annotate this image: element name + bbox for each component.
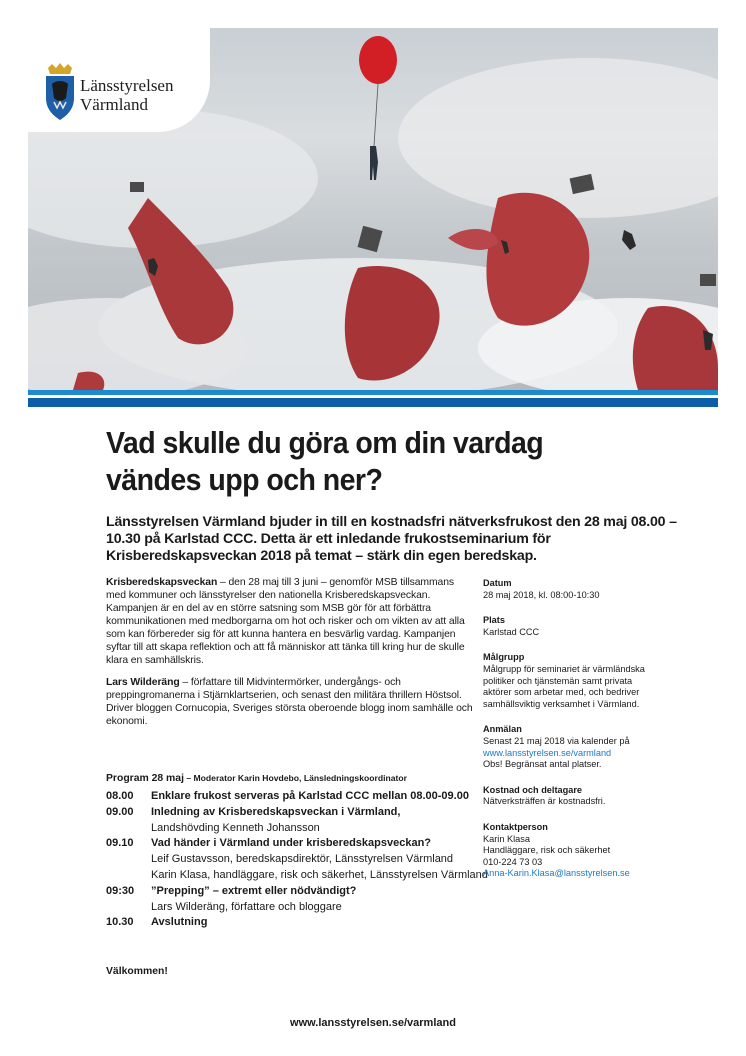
detail-value: Senast 21 maj 2018 via kalender på [483, 735, 630, 746]
paragraph-text: – den 28 maj till 3 juni – genomför MSB tillsammans med kommuner och länsstyrelser den nationella Krisberedskapsveckan. Kampanjen är en del av en större satsning som MSB gör för att förbättra kommunikationen med medborgarna om hot och risker och om vikten av att alla som kan förbereder sig för att kunna hantera en besvärlig vardag. Kampanjen syftar till att skapa reflektion och att få människor att tänka till kring hur de skulle klara en samhällskris. [106, 577, 465, 666]
detail-kostnad [483, 785, 663, 808]
paragraph-speaker [106, 676, 476, 728]
program-item [106, 915, 496, 931]
detail-label: Kostnad och deltagare [483, 784, 583, 795]
program-title: Inledning av Krisberedskapsveckan i Värmland, [151, 805, 401, 818]
detail-value: 28 maj 2018, kl. 08:00-10:30 [483, 589, 600, 600]
detail-label: Datum [483, 578, 512, 588]
detail-label: Målgrupp [483, 652, 525, 663]
logo-line2: Värmland [80, 95, 148, 114]
detail-malgrupp [483, 652, 663, 710]
accent-stripe-light [28, 390, 718, 395]
program-title: Program 28 maj [106, 773, 184, 784]
detail-value: Karlstad CCC [483, 626, 540, 637]
detail-label: Kontaktperson [483, 821, 548, 832]
program-title: Vad händer i Värmland under krisberedskapsveckan? [151, 837, 432, 850]
program-item [106, 805, 496, 821]
detail-value: Målgrupp för seminariet är värmländska politiker och tjänstemän samt privata aktörer som arbetar med, och bedriver samhällsviktig verksamhet i Värmland. [483, 663, 645, 709]
contact-role: Handläggare, risk och säkerhet [483, 845, 611, 856]
detail-label: Anmälan [483, 724, 522, 735]
detail-value: Nätverksträffen är kostnadsfri. [483, 796, 606, 807]
logo-container [28, 28, 210, 132]
program-time: 09.00 [106, 805, 134, 818]
program-item [106, 789, 496, 805]
program-item [106, 884, 496, 900]
program-speaker: Lars Wilderäng, författare och bloggare [151, 900, 342, 913]
detail-label: Plats [483, 615, 505, 626]
program-speaker: Leif Gustavsson, beredskapsdirektör, Länsstyrelsen Värmland [151, 853, 454, 866]
program-time: 08.00 [106, 790, 134, 802]
body-text [106, 576, 476, 737]
program-title: ”Prepping” – extremt eller nödvändigt? [151, 884, 357, 897]
detail-note: Obs! Begränsat antal platser. [483, 759, 602, 770]
speaker-name: Lars Wilderäng [106, 677, 180, 688]
program-title: Avslutning [151, 916, 208, 929]
program-title: Enklare frukost serveras på Karlstad CCC mellan 08.00-09.00 [151, 790, 469, 802]
logo-wordmark [80, 76, 173, 114]
detail-kontakt [483, 822, 663, 880]
program-speaker: Karin Klasa, handläggare, risk och säkerhet, Länsstyrelsen Värmland [151, 868, 488, 881]
program-time: 09.10 [106, 837, 134, 850]
accent-stripe-dark [28, 398, 718, 407]
event-details-sidebar [483, 578, 663, 894]
paragraph-krisberedskapsveckan [106, 576, 476, 667]
coat-of-arms-icon [42, 62, 78, 122]
program-heading [106, 773, 407, 784]
speaker-bio: – författare till Midvintermörker, undergångs- och preppingromanerna i Stjärnklartserien, och senast den militära thrillern Höstsol. Driver bloggen Cornucopia, Sveriges största oberoende blogg inom samhälle och ekonomi. [106, 677, 473, 727]
page-title: Vad skulle du göra om din vardag vändes upp och ner? [106, 425, 544, 497]
program-list [106, 789, 496, 931]
program-time: 10.30 [106, 916, 134, 929]
contact-email-link[interactable]: Anna-Karin.Klasa@lansstyrelsen.se [483, 868, 630, 879]
paragraph-lead-term: Krisberedskapsveckan [106, 577, 218, 588]
detail-anmalan [483, 724, 663, 770]
program-time: 09:30 [106, 884, 135, 897]
program-speaker: Landshövding Kenneth Johansson [151, 821, 320, 834]
welcome-text: Välkommen! [106, 966, 168, 977]
detail-plats [483, 615, 663, 638]
lead-paragraph: Länsstyrelsen Värmland bjuder in till en kostnadsfri nätverksfrukost den 28 maj 08.00 – 10.30 på Karlstad CCC. Detta är ett inledande frukostseminarium för Krisberedskapsveckan 2018 på temat – stärk din egen beredskap. [106, 514, 677, 564]
program-moderator: – Moderator Karin Hovdebo, Länsledningskoordinator [183, 773, 407, 783]
footer-url[interactable]: www.lansstyrelsen.se/varmland [290, 1017, 456, 1029]
logo-line1: Länsstyrelsen [80, 76, 174, 95]
contact-name: Karin Klasa [483, 833, 530, 844]
detail-datum [483, 578, 663, 601]
contact-phone: 010-224 73 03 [483, 856, 543, 867]
registration-link[interactable]: www.lansstyrelsen.se/varmland [483, 747, 612, 758]
program-item [106, 836, 496, 852]
